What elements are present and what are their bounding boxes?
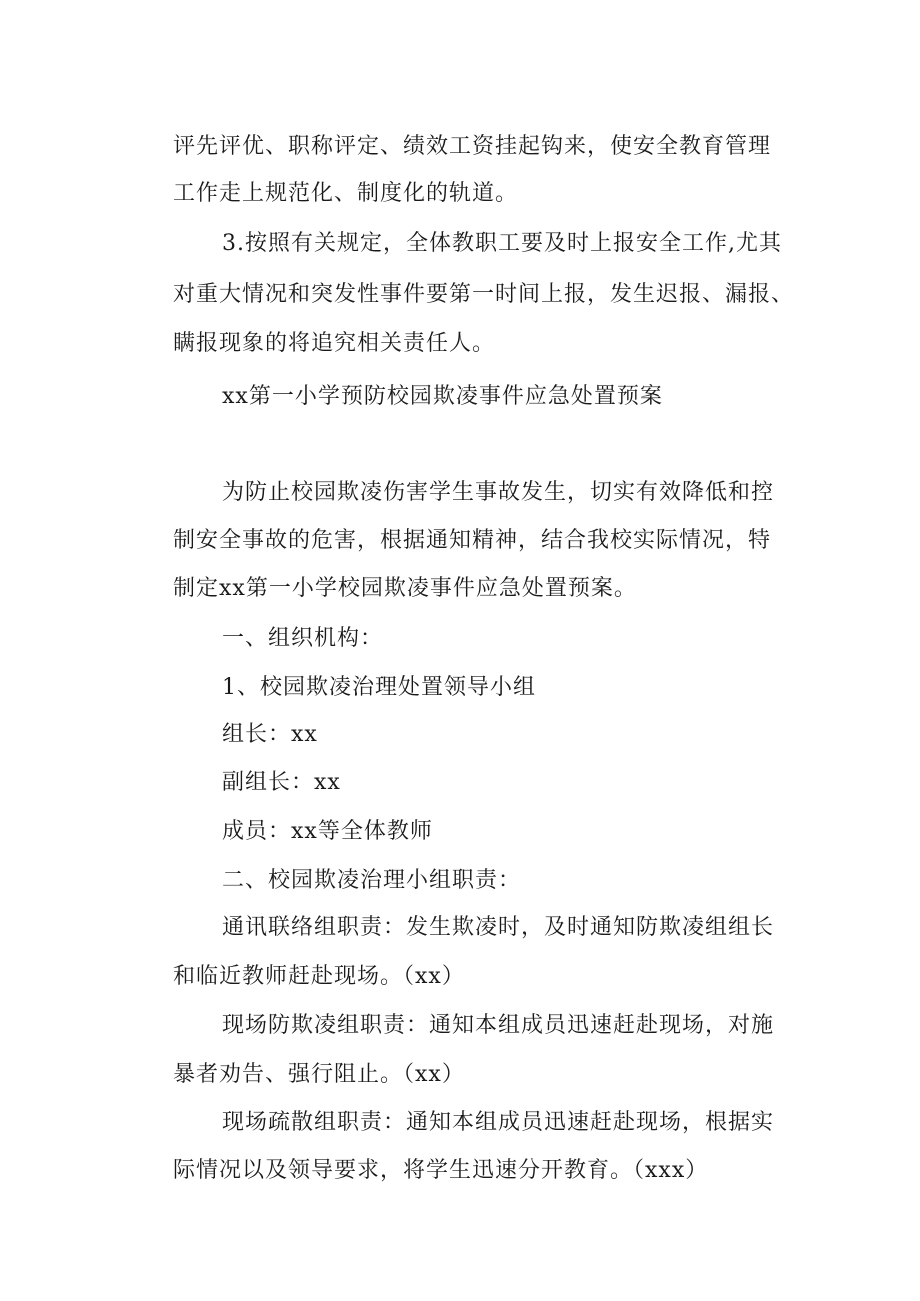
body-line: 3.按照有关规定，全体教职工要及时上报安全工作,尤其 bbox=[222, 231, 782, 256]
body-line: 工作走上规范化、制度化的轨道。 bbox=[173, 181, 519, 206]
body-line: 通讯联络组职责：发生欺凌时，及时通知防欺凌组组长 bbox=[222, 915, 775, 940]
body-line: 制定xx第一小学校园欺凌事件应急处置预案。 bbox=[173, 576, 637, 601]
body-line: 成员：xx等全体教师 bbox=[222, 819, 433, 844]
body-line: 对重大情况和突发性事件要第一时间上报，发生迟报、漏报、 bbox=[173, 282, 795, 307]
body-line: 现场疏散组职责：通知本组成员迅速赶赴现场，根据实 bbox=[222, 1110, 775, 1135]
body-line: 瞒报现象的将追究相关责任人。 bbox=[173, 331, 496, 356]
section-title: xx第一小学预防校园欺凌事件应急处置预案 bbox=[222, 384, 663, 409]
body-line: 为防止校园欺凌伤害学生事故发生，切实有效降低和控 bbox=[222, 480, 775, 505]
subheading-leadership-group: 1、校园欺凌治理处置领导小组 bbox=[222, 675, 536, 700]
body-line: 际情况以及领导要求，将学生迅速分开教育。（xxx） bbox=[173, 1158, 709, 1183]
body-line: 副组长：xx bbox=[222, 770, 341, 795]
body-line: 制安全事故的危害，根据通知精神，结合我校实际情况，特 bbox=[173, 528, 772, 553]
heading-organization: 一、组织机构： bbox=[222, 626, 384, 651]
body-line: 现场防欺凌组职责：通知本组成员迅速赶赴现场，对施 bbox=[222, 1013, 775, 1038]
body-line: 组长：xx bbox=[222, 722, 318, 747]
body-line: 暴者劝告、强行阻止。（xx） bbox=[173, 1062, 465, 1087]
body-line: 和临近教师赶赴现场。（xx） bbox=[173, 964, 465, 989]
body-line: 评先评优、职称评定、绩效工资挂起钩来，使安全教育管理 bbox=[173, 134, 772, 159]
heading-duties: 二、校园欺凌治理小组职责： bbox=[222, 868, 522, 893]
